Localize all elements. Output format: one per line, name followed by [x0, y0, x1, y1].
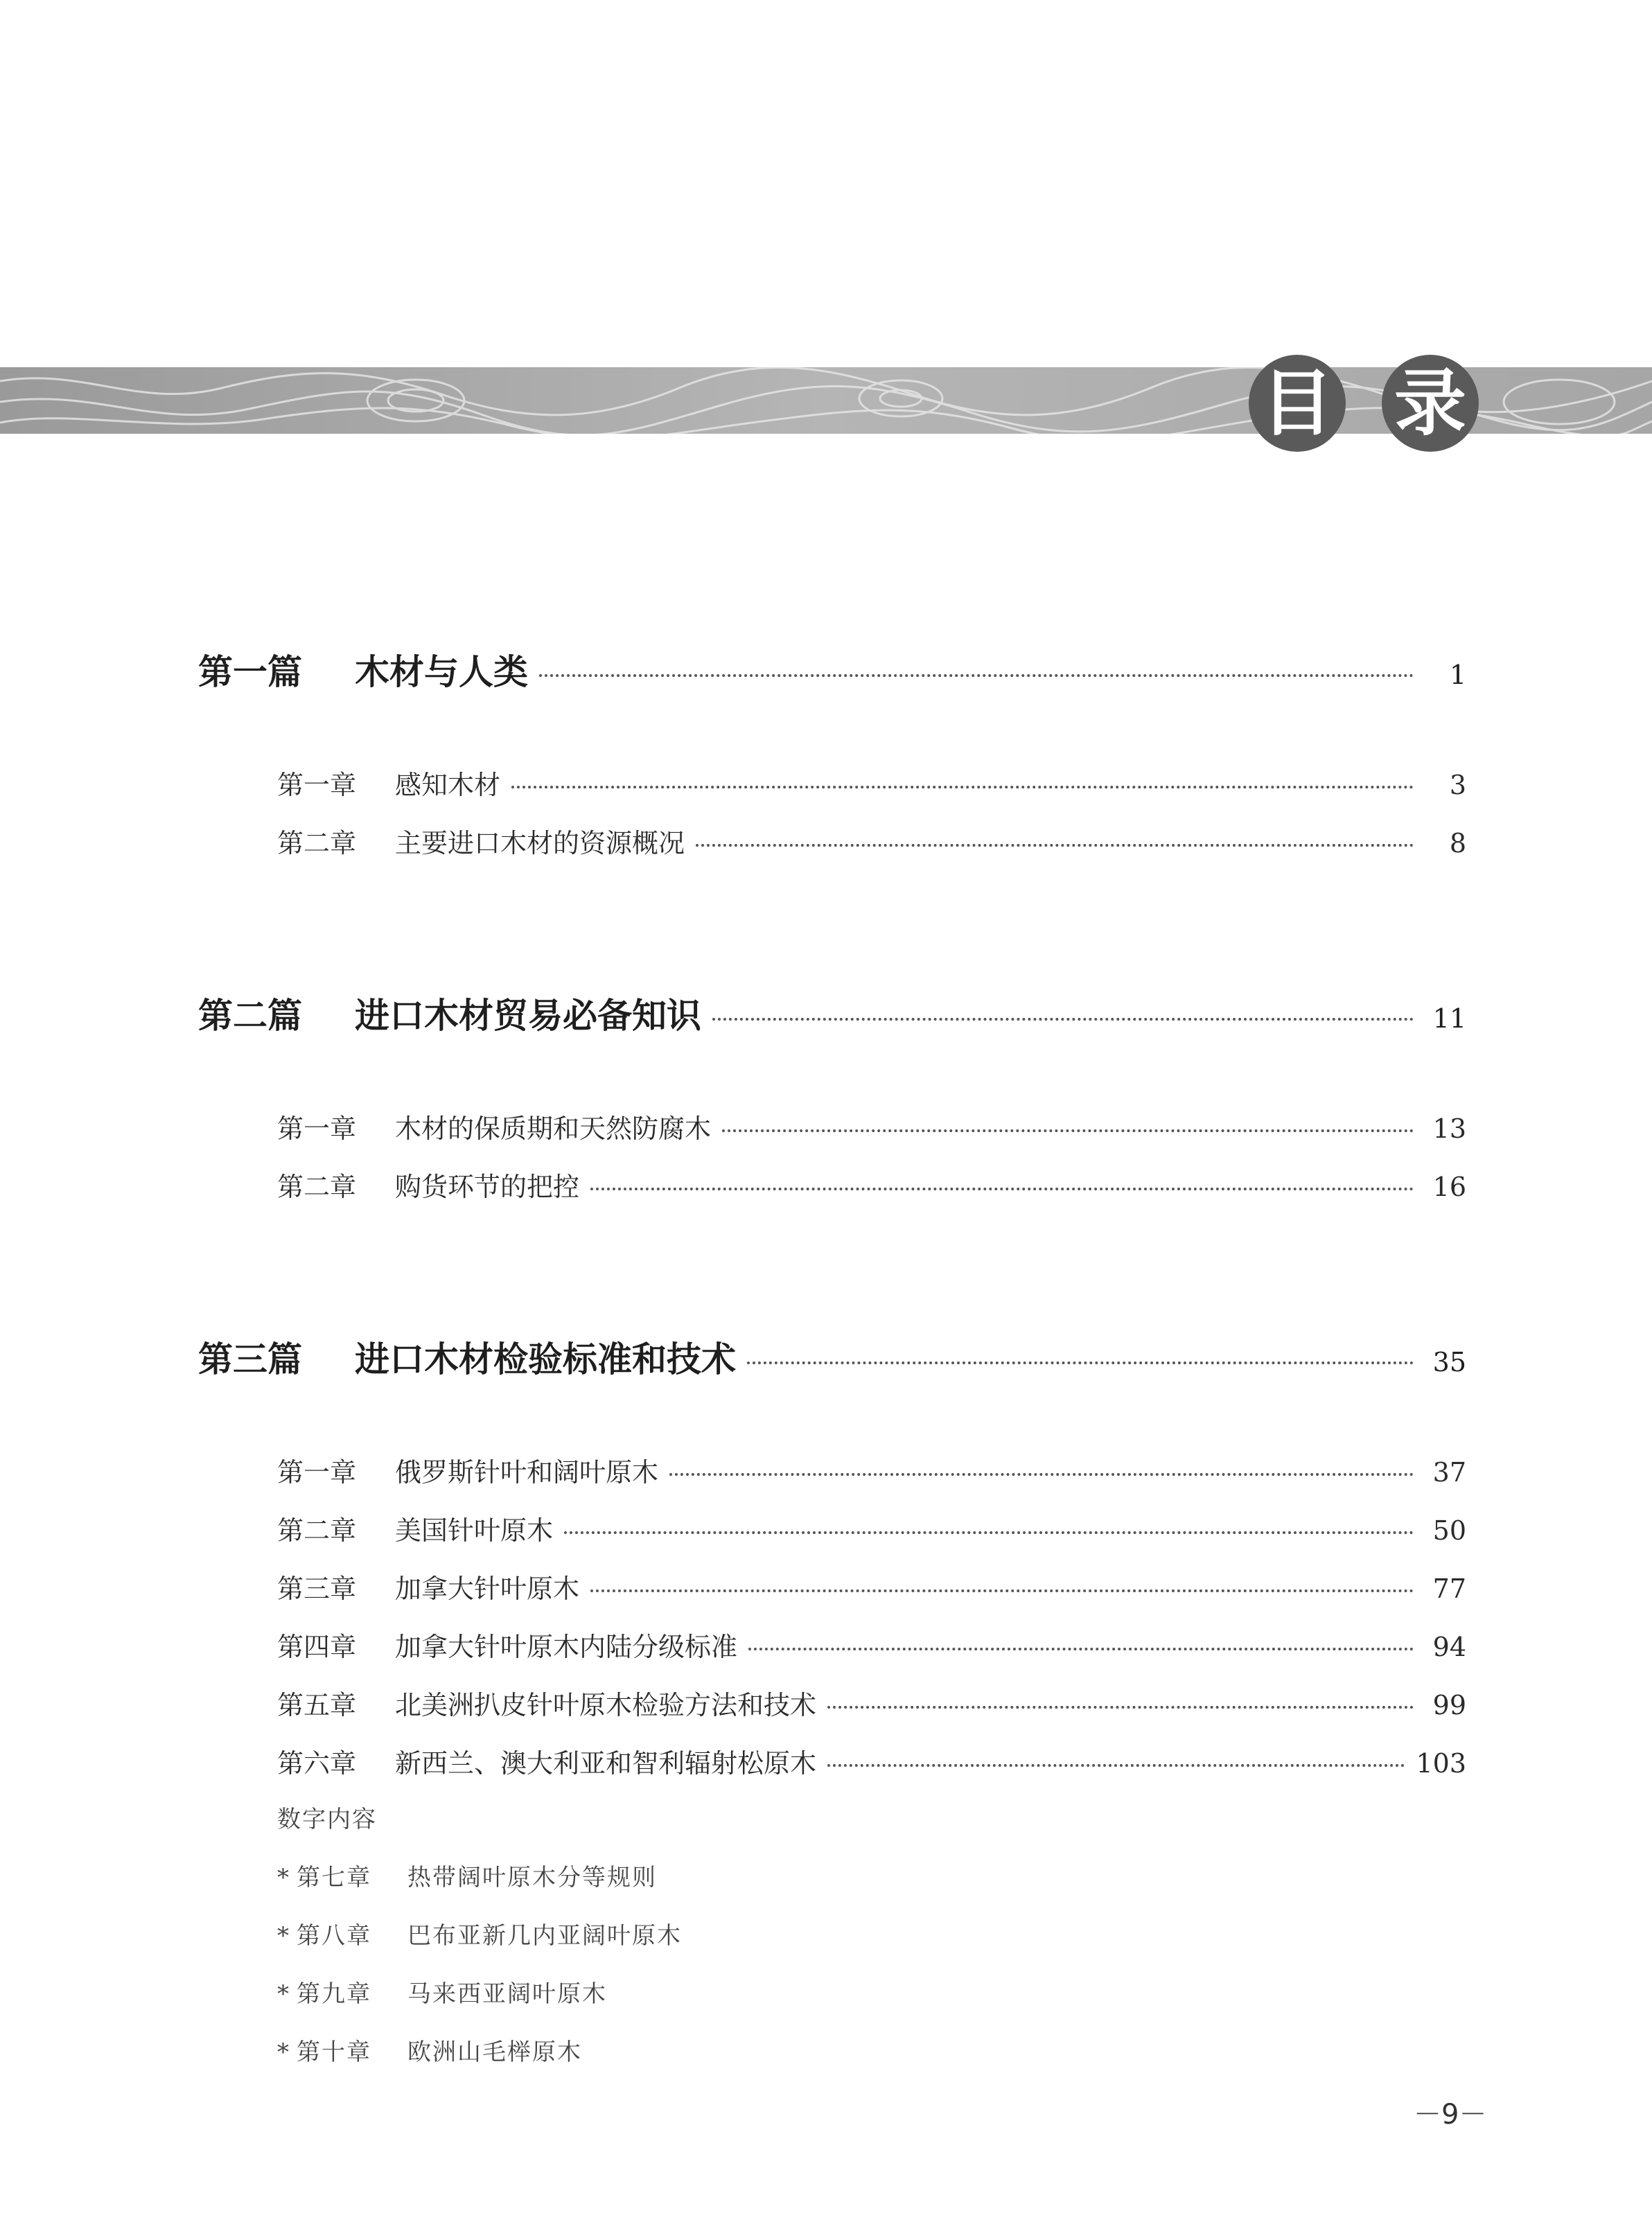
- chapter-number: 第二章: [277, 1515, 357, 1546]
- toc-chapter[interactable]: [277, 1165, 1466, 1204]
- page-ref: 35: [1432, 1347, 1466, 1377]
- toc-chapter[interactable]: [277, 822, 1466, 860]
- page-ref: 103: [1416, 1748, 1466, 1779]
- part-number: 第二篇: [198, 995, 302, 1036]
- chapter-title: 加拿大针叶原木内陆分级标准: [395, 1632, 738, 1662]
- dot-leader: [712, 1018, 1414, 1021]
- page-ref: 37: [1432, 1457, 1466, 1488]
- toc-chapter[interactable]: [277, 1509, 1466, 1547]
- chapter-number: 第八章: [297, 1922, 371, 1950]
- chapter-title: 俄罗斯针叶和阔叶原木: [395, 1457, 659, 1488]
- dot-leader: [827, 1706, 1414, 1709]
- page-ref: 3: [1449, 770, 1466, 800]
- chapter-number: 第九章: [297, 1980, 371, 2008]
- toc-part[interactable]: [198, 988, 1466, 1038]
- title-char-lu: 录: [1382, 355, 1479, 452]
- chapter-title: 北美洲扒皮针叶原木检验方法和技术: [395, 1690, 817, 1720]
- page-ref: 13: [1432, 1113, 1466, 1144]
- chapter-number: 第二章: [277, 1172, 357, 1202]
- toc-chapter[interactable]: [277, 1625, 1466, 1664]
- dot-leader: [748, 1648, 1414, 1650]
- toc-part[interactable]: [198, 644, 1466, 694]
- part-number: 第三篇: [198, 1339, 302, 1380]
- dot-leader: [511, 786, 1414, 788]
- chapter-title: 木材的保质期和天然防腐木: [395, 1113, 712, 1144]
- page-number: －9－: [1414, 2099, 1487, 2131]
- page-ref: 16: [1432, 1172, 1466, 1202]
- toc-chapter[interactable]: [277, 1451, 1466, 1489]
- chapter-number: 第二章: [277, 828, 357, 858]
- dot-leader: [722, 1129, 1414, 1132]
- chapter-title: 美国针叶原木: [395, 1515, 554, 1546]
- star-marker: *: [277, 1864, 290, 1892]
- star-marker: *: [277, 1980, 290, 2008]
- chapter-number: 第一章: [277, 1113, 357, 1144]
- chapter-title: 购货环节的把控: [395, 1172, 580, 1202]
- star-marker: *: [277, 2038, 290, 2066]
- page-ref: 1: [1449, 660, 1466, 690]
- chapter-title: 热带阔叶原木分等规则: [407, 1864, 657, 1892]
- dot-leader: [747, 1362, 1414, 1364]
- chapter-number: 第六章: [277, 1748, 357, 1779]
- digital-content-heading: 数字内容: [277, 1806, 377, 1833]
- dot-leader: [590, 1589, 1414, 1592]
- page-ref: 94: [1432, 1632, 1466, 1662]
- part-number: 第一篇: [198, 651, 302, 692]
- toc-chapter[interactable]: [277, 1107, 1466, 1145]
- toc-part[interactable]: [198, 1332, 1466, 1382]
- toc-chapter[interactable]: [277, 1742, 1466, 1780]
- chapter-title: 新西兰、澳大利亚和智利辐射松原木: [395, 1748, 817, 1779]
- chapter-number: 第五章: [277, 1690, 357, 1720]
- digital-chapter[interactable]: [277, 1917, 682, 1950]
- dot-leader: [827, 1764, 1405, 1767]
- page-ref: 99: [1432, 1690, 1466, 1720]
- dot-leader: [564, 1531, 1414, 1534]
- chapter-number: 第一章: [277, 1457, 357, 1488]
- page-ref: 8: [1449, 828, 1466, 858]
- title-char-mu: 目: [1249, 355, 1346, 452]
- chapter-number: 第四章: [277, 1632, 357, 1662]
- dot-leader: [539, 674, 1414, 677]
- part-title: 木材与人类: [355, 651, 528, 692]
- chapter-number: 第三章: [277, 1574, 357, 1604]
- chapter-title: 巴布亚新几内亚阔叶原木: [407, 1922, 682, 1950]
- dot-leader: [590, 1188, 1414, 1190]
- chapter-title: 欧洲山毛榉原木: [407, 2038, 582, 2066]
- chapter-number: 第七章: [297, 1864, 371, 1892]
- page-ref: 77: [1432, 1574, 1466, 1604]
- chapter-title: 主要进口木材的资源概况: [395, 828, 685, 858]
- page-ref: 11: [1432, 1003, 1466, 1034]
- digital-chapter[interactable]: [277, 2033, 582, 2067]
- dot-leader: [696, 844, 1414, 847]
- part-title: 进口木材检验标准和技术: [355, 1339, 736, 1380]
- toc-chapter[interactable]: [277, 1567, 1466, 1605]
- chapter-number: 第十章: [297, 2038, 371, 2066]
- chapter-title: 感知木材: [395, 770, 501, 800]
- digital-chapter[interactable]: [277, 1975, 607, 2009]
- dot-leader: [669, 1473, 1414, 1476]
- page-ref: 50: [1432, 1515, 1466, 1546]
- star-marker: *: [277, 1922, 290, 1950]
- toc-chapter[interactable]: [277, 1684, 1466, 1722]
- chapter-number: 第一章: [277, 770, 357, 800]
- chapter-title: 加拿大针叶原木: [395, 1574, 580, 1604]
- chapter-title: 马来西亚阔叶原木: [407, 1980, 607, 2008]
- toc-chapter[interactable]: [277, 764, 1466, 802]
- digital-chapter[interactable]: [277, 1858, 657, 1892]
- part-title: 进口木材贸易必备知识: [355, 995, 701, 1036]
